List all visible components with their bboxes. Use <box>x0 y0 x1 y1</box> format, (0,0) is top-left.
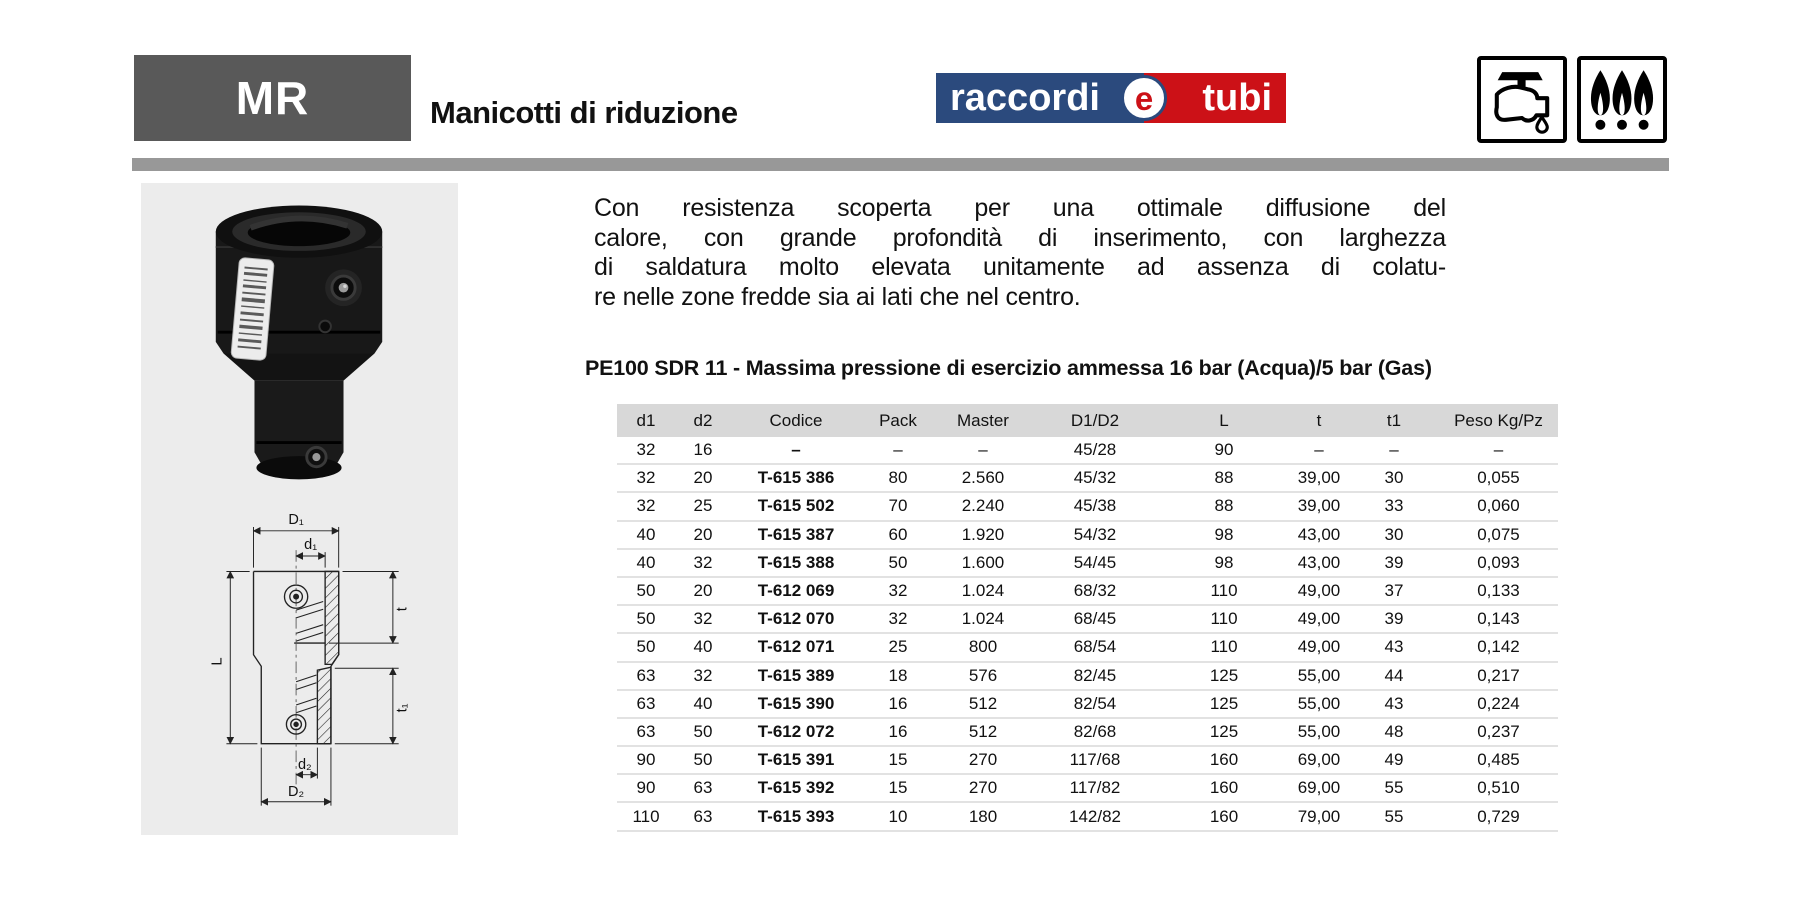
table-cell: 90 <box>636 778 656 798</box>
table-header-row <box>617 404 1558 437</box>
table-cell: 15 <box>888 778 908 798</box>
table-cell: 80 <box>888 468 908 488</box>
table-row <box>617 803 1558 831</box>
table-body <box>617 437 1558 832</box>
table-cell: 43,00 <box>1297 524 1341 544</box>
table-cell: 37 <box>1384 581 1404 601</box>
table-cell: 50 <box>636 581 656 601</box>
dim-label-d2: d₂ <box>297 756 312 773</box>
table-row <box>617 606 1558 634</box>
table-cell: 110 <box>1210 609 1238 629</box>
table-row <box>617 465 1558 493</box>
table-cell: 1.920 <box>961 524 1005 544</box>
table-cell: 90 <box>1214 440 1234 460</box>
table-cell: T-612 071 <box>757 637 835 657</box>
table-cell: T-615 391 <box>757 750 835 770</box>
table-cell: 98 <box>1214 524 1234 544</box>
table-row <box>617 747 1558 775</box>
technical-drawing <box>149 493 449 828</box>
table-cell: 40 <box>636 552 656 572</box>
table-cell: T-612 069 <box>757 581 835 601</box>
table-cell: 32 <box>636 440 656 460</box>
table-cell: – <box>1493 440 1504 460</box>
product-panel <box>141 183 458 835</box>
table-cell: 110 <box>1210 581 1238 601</box>
table-cell: 88 <box>1214 468 1234 488</box>
table-cell: 55,00 <box>1297 693 1341 713</box>
table-cell: 50 <box>636 637 656 657</box>
column-header: Codice <box>769 410 823 430</box>
table-cell: 39,00 <box>1297 496 1341 516</box>
table-cell: 39,00 <box>1297 468 1341 488</box>
logo-e-badge <box>1121 75 1167 121</box>
table-cell: 63 <box>636 665 656 685</box>
table-cell: 43 <box>1384 693 1404 713</box>
dim-label-D2: D₂ <box>288 783 305 800</box>
table-cell: 32 <box>888 581 908 601</box>
product-photo <box>149 189 449 489</box>
table-cell: 63 <box>636 693 656 713</box>
table-cell: T-615 390 <box>757 693 835 713</box>
table-cell: 0,075 <box>1477 524 1520 544</box>
table-cell: 43 <box>1384 637 1404 657</box>
table-cell: 110 <box>1210 637 1238 657</box>
table-cell: T-612 070 <box>757 609 835 629</box>
table-cell: 44 <box>1384 665 1404 685</box>
product-table <box>617 404 1558 832</box>
logo-text-tubi: tubi <box>1202 76 1272 119</box>
table-cell: 1.024 <box>961 609 1005 629</box>
table-cell: 63 <box>636 721 656 741</box>
table-cell: 69,00 <box>1297 778 1341 798</box>
table-cell: 30 <box>1384 524 1404 544</box>
table-cell: 55 <box>1384 778 1404 798</box>
table-cell: 576 <box>968 665 998 685</box>
description-line: di saldatura molto elevata unitamente ad assenza di colatu- <box>594 253 1446 281</box>
table-cell: 48 <box>1384 721 1404 741</box>
table-cell: 160 <box>1209 778 1239 798</box>
table-cell: 2.240 <box>961 496 1005 516</box>
table-cell: 0,133 <box>1477 581 1520 601</box>
table-cell: 125 <box>1209 665 1239 685</box>
table-cell: 0,510 <box>1477 778 1520 798</box>
dim-label-t1: t₁ <box>394 703 411 713</box>
table-cell: 40 <box>693 637 713 657</box>
table-cell: 45/38 <box>1073 496 1117 516</box>
table-cell: 20 <box>693 581 713 601</box>
table-cell: 16 <box>888 721 908 741</box>
table-cell: 90 <box>636 750 656 770</box>
table-cell: 0,055 <box>1477 468 1520 488</box>
column-header: Peso Kg/Pz <box>1454 410 1543 430</box>
table-cell: 160 <box>1209 806 1239 826</box>
table-cell: 49,00 <box>1297 581 1341 601</box>
table-cell: 25 <box>693 496 713 516</box>
table-cell: 117/68 <box>1069 750 1121 770</box>
table-cell: 55,00 <box>1297 721 1341 741</box>
table-cell: 142/82 <box>1069 806 1121 826</box>
table-cell: 18 <box>888 665 908 685</box>
table-cell: 32 <box>636 468 656 488</box>
table-cell: 117/82 <box>1069 778 1121 798</box>
table-cell: 82/68 <box>1073 721 1117 741</box>
logo-text-raccordi: raccordi <box>950 76 1100 119</box>
table-cell: 82/54 <box>1073 693 1117 713</box>
table-cell: 32 <box>693 665 713 685</box>
water-tap-icon <box>1485 64 1559 136</box>
table-cell: 800 <box>968 637 998 657</box>
table-cell: 50 <box>693 721 713 741</box>
table-cell: 0,143 <box>1477 609 1520 629</box>
table-cell: T-615 387 <box>757 524 835 544</box>
table-cell: 512 <box>968 693 998 713</box>
table-row <box>617 634 1558 662</box>
table-row <box>617 522 1558 550</box>
table-cell: 50 <box>636 609 656 629</box>
table-cell: 125 <box>1209 721 1239 741</box>
brand-logo <box>936 73 1286 123</box>
table-cell: 16 <box>693 440 713 460</box>
table-cell: 16 <box>888 693 908 713</box>
table-cell: 45/28 <box>1073 440 1117 460</box>
table-cell: 54/32 <box>1073 524 1117 544</box>
column-header: Pack <box>879 410 917 430</box>
table-cell: 33 <box>1384 496 1404 516</box>
table-cell: 43,00 <box>1297 552 1341 572</box>
column-header: L <box>1219 410 1229 430</box>
table-cell: 69,00 <box>1297 750 1341 770</box>
header-divider <box>132 158 1669 171</box>
product-code-box <box>134 55 411 141</box>
table-cell: 0,485 <box>1477 750 1520 770</box>
column-header: t1 <box>1386 410 1402 430</box>
table-cell: 63 <box>693 806 713 826</box>
table-cell: 512 <box>968 721 998 741</box>
table-heading: PE100 SDR 11 - Massima pressione di esercizio ammessa 16 bar (Acqua)/5 bar (Gas) <box>585 356 1432 380</box>
table-cell: – <box>1389 440 1399 460</box>
table-cell: 15 <box>888 750 908 770</box>
dim-label-D1: D₁ <box>288 512 304 529</box>
description-line: Con resistenza scoperta per una ottimale diffusione del <box>594 194 1446 222</box>
table-cell: 32 <box>693 609 713 629</box>
description-line: re nelle zone fredde sia ai lati che nel centro. <box>594 282 1081 311</box>
water-approval-badge <box>1477 56 1567 143</box>
table-cell: 49,00 <box>1297 609 1341 629</box>
table-cell: 68/54 <box>1073 637 1117 657</box>
table-cell: 32 <box>888 609 908 629</box>
table-cell: T-615 388 <box>757 552 835 572</box>
table-cell: 0,060 <box>1477 496 1520 516</box>
table-cell: 40 <box>693 693 713 713</box>
table-cell: 125 <box>1209 693 1239 713</box>
column-header: d2 <box>693 410 713 430</box>
table-cell: T-615 386 <box>757 468 835 488</box>
table-cell: 110 <box>632 806 660 826</box>
table-cell: 0,093 <box>1477 552 1520 572</box>
table-cell: 70 <box>888 496 908 516</box>
table-cell: 40 <box>636 524 656 544</box>
column-header: D1/D2 <box>1070 410 1120 430</box>
description-line: calore, con grande profondità di inserimento, con larghezza <box>594 223 1446 252</box>
table-cell: – <box>1314 440 1324 460</box>
table-cell: 60 <box>888 524 908 544</box>
table-cell: 1.024 <box>961 581 1005 601</box>
table-cell: 0,729 <box>1477 806 1520 826</box>
table-cell: 0,224 <box>1477 693 1520 713</box>
table-row <box>617 775 1558 803</box>
table-cell: 25 <box>888 637 908 657</box>
table-cell: 0,237 <box>1477 721 1520 741</box>
table-cell: 45/32 <box>1073 468 1117 488</box>
table-row <box>617 578 1558 606</box>
table-cell: 270 <box>968 750 998 770</box>
table-cell: 79,00 <box>1297 806 1341 826</box>
table-cell: 30 <box>1384 468 1404 488</box>
logo-text-e: e <box>1134 79 1154 117</box>
table-cell: 55,00 <box>1297 665 1341 685</box>
table-cell: 50 <box>888 552 908 572</box>
table-cell: 68/32 <box>1073 581 1117 601</box>
table-cell: 20 <box>693 468 713 488</box>
table-cell: 49,00 <box>1297 637 1341 657</box>
table-row <box>617 691 1558 719</box>
table-cell: T-615 393 <box>757 806 835 826</box>
table-cell: 20 <box>693 524 713 544</box>
dim-label-t: t <box>394 607 411 612</box>
table-cell: 32 <box>636 496 656 516</box>
table-cell: – <box>893 440 903 460</box>
column-header: Master <box>957 410 1009 430</box>
table-cell: T-615 389 <box>757 665 835 685</box>
page-title: Manicotti di riduzione <box>430 95 738 130</box>
table-cell: 82/45 <box>1073 665 1117 685</box>
table-cell: 32 <box>693 552 713 572</box>
gas-approval-badge <box>1577 56 1667 143</box>
table-cell: 270 <box>968 778 998 798</box>
table-row <box>617 719 1558 747</box>
table-cell: T-612 072 <box>757 721 835 741</box>
table-cell: 98 <box>1214 552 1234 572</box>
table-cell: 63 <box>693 778 713 798</box>
table-cell: 50 <box>693 750 713 770</box>
table-cell: 54/45 <box>1073 552 1117 572</box>
table-row <box>617 663 1558 691</box>
table-cell: 88 <box>1214 496 1234 516</box>
table-cell: T-615 502 <box>757 496 835 516</box>
table-cell: 0,142 <box>1477 637 1520 657</box>
dim-label-L: L <box>209 657 226 666</box>
column-header: t <box>1316 410 1322 430</box>
table-cell: – <box>791 440 801 460</box>
table-row <box>617 493 1558 521</box>
product-code: MR <box>235 72 310 124</box>
column-header: d1 <box>636 410 656 430</box>
table-row <box>617 437 1558 465</box>
table-cell: 55 <box>1384 806 1404 826</box>
table-cell: 68/45 <box>1073 609 1117 629</box>
table-cell: 10 <box>888 806 908 826</box>
logo-left-segment <box>936 73 1144 123</box>
table-cell: 0,217 <box>1477 665 1520 685</box>
table-cell: – <box>978 440 988 460</box>
gas-flames-icon <box>1585 64 1659 136</box>
description-text <box>594 194 1446 312</box>
table-cell: 1.600 <box>961 552 1005 572</box>
table-cell: 160 <box>1209 750 1239 770</box>
table-cell: 180 <box>968 806 998 826</box>
table-cell: 49 <box>1384 750 1404 770</box>
table-cell: 2.560 <box>961 468 1005 488</box>
table-cell: 39 <box>1384 609 1404 629</box>
table-cell: T-615 392 <box>757 778 835 798</box>
dim-label-d1: d₁ <box>304 537 318 554</box>
table-row <box>617 550 1558 578</box>
table-cell: 39 <box>1384 552 1404 572</box>
